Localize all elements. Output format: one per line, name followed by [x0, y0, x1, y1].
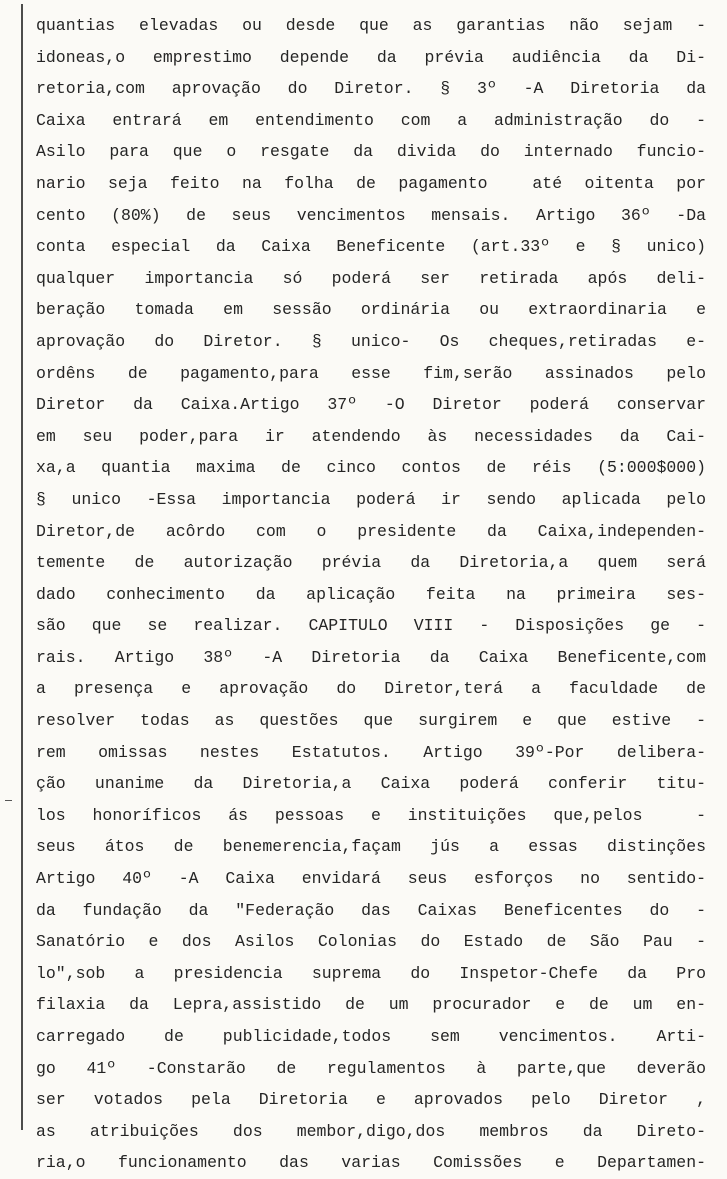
text-line: da fundação da "Federação das Caixas Beneficentes do - [36, 900, 706, 920]
left-margin-rule [21, 4, 23, 1130]
text-line: qualquer importancia só poderá ser retirada após deli- [36, 268, 706, 288]
text-line: Diretor,de acôrdo com o presidente da Caixa,independen- [36, 521, 706, 541]
text-line: xa,a quantia maxima de cinco contos de réis (5:000$000) [36, 458, 706, 478]
text-line: rem omissas nestes Estatutos. Artigo 39º-Por delibera- [36, 742, 706, 762]
text-line: ordêns de pagamento,para esse fim,serão assinados pelo [36, 363, 706, 383]
text-line: resolver todas as questões que surgirem e que estive - [36, 711, 706, 731]
text-line: ria,o funcionamento das varias Comissões e Departamen- [36, 1153, 706, 1173]
text-line: as atribuições dos membor,digo,dos membros da Direto- [36, 1121, 706, 1141]
text-line: a presença e aprovação do Diretor,terá a faculdade de [36, 679, 706, 699]
text-line: § unico -Essa importancia poderá ir sendo aplicada pelo [36, 489, 706, 509]
text-line: são que se realizar. CAPITULO VIII - Disposições ge - [36, 616, 706, 636]
text-line: carregado de publicidade,todos sem vencimentos. Arti- [36, 1027, 706, 1046]
text-line: retoria,com aprovação do Diretor. § 3º -A Diretoria da [36, 79, 706, 99]
text-line: Caixa entrará em entendimento com a administração do - [36, 110, 706, 130]
text-line: cento (80%) de seus vencimentos mensais. Artigo 36º -Da [36, 205, 706, 225]
text-line: seus átos de benemerencia,façam jús a essas distinções [36, 837, 706, 857]
text-line: aprovação do Diretor. § unico- Os cheques,retiradas e- [36, 331, 706, 351]
text-line: go 41º -Constarão de regulamentos à parte,que deverão [36, 1058, 706, 1078]
text-line: filaxia da Lepra,assistido de um procurador e de um en- [36, 995, 706, 1015]
text-line: em seu poder,para ir atendendo às necessidades da Cai- [36, 426, 706, 446]
text-line: rais. Artigo 38º -A Diretoria da Caixa Beneficente,com [36, 647, 706, 667]
margin-tick-mark [5, 800, 12, 801]
text-line: lo",sob a presidencia suprema do Inspetor-Chefe da Pro [36, 963, 706, 983]
text-line: nario seja feito na folha de pagamento até oitenta por [36, 173, 706, 193]
text-line: los honoríficos ás pessoas e instituições que,pelos - [36, 805, 706, 825]
text-line: conta especial da Caixa Beneficente (art.33º e § unico) [36, 237, 706, 257]
text-line: Asilo para que o resgate da divida do internado funcio- [36, 142, 706, 162]
text-line: idoneas,o emprestimo depende da prévia audiência da Di- [36, 47, 706, 67]
text-line: temente de autorização prévia da Diretoria,a quem será [36, 553, 706, 573]
text-line: ção unanime da Diretoria,a Caixa poderá conferir titu- [36, 774, 706, 794]
text-line: beração tomada em sessão ordinária ou extraordinaria e [36, 300, 706, 320]
text-line: ser votados pela Diretoria e aprovados pelo Diretor , [36, 1090, 706, 1110]
text-line: Sanatório e dos Asilos Colonias do Estado de São Pau - [36, 932, 706, 952]
typewritten-text-block [36, 10, 706, 1179]
text-line: dado conhecimento da aplicação feita na primeira ses- [36, 584, 706, 604]
text-line: Artigo 40º -A Caixa envidará seus esforços no sentido- [36, 869, 706, 889]
text-line: quantias elevadas ou desde que as garantias não sejam - [36, 16, 706, 35]
text-line: Diretor da Caixa.Artigo 37º -O Diretor poderá conservar [36, 395, 706, 415]
